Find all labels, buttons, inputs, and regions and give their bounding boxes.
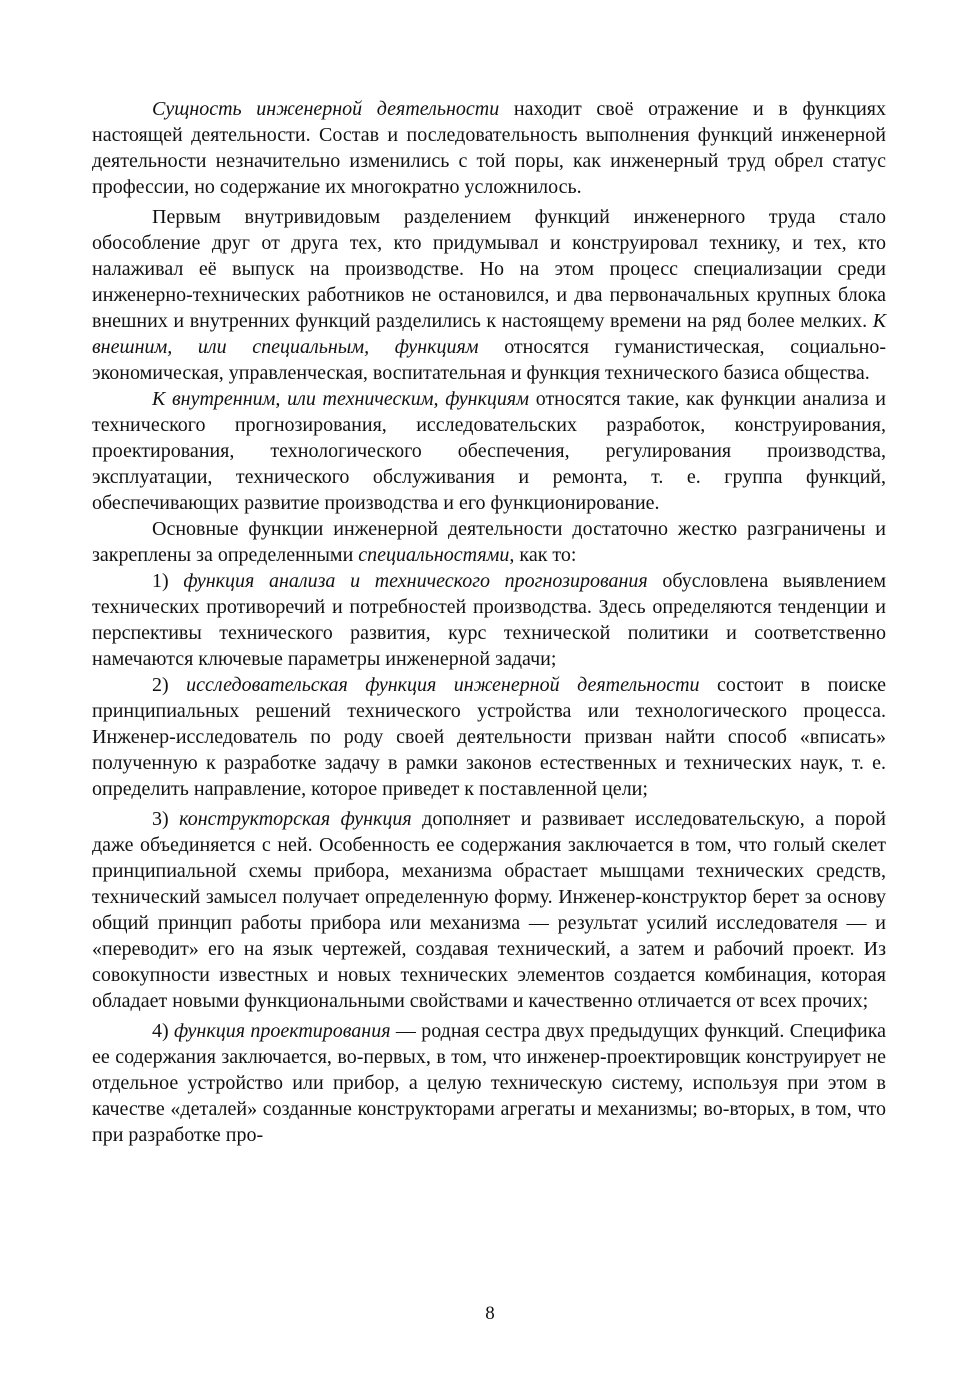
segment-text: состоит в поиске принципиальных решений технического устройства или технологического процесса. Инженер-исследователь по роду своей деятельности призван найти способ «вписать» полученную к разработке задачу в рамки законов естественных и технических наук, т. е. определить направление, которое приведет к поставленной цели;: [92, 674, 886, 800]
page-number: 8: [485, 1303, 495, 1324]
list-number: 4): [152, 1020, 175, 1042]
segment-text: Первым внутривидовым разделением функций инженерного труда стало обособление друг от друга тех, кто придумывал и конструировал технику, и тех, кто налаживал её выпуск на производстве. Но на этом процесс специализации среди инженерно-технических работников не остановился, и два первоначальных крупных блока внешних и внутренних функций разделились к настоящему времени на ряд более мелких.: [92, 206, 886, 332]
segment-text: дополняет и развивает исследовательскую, а порой даже объединяется с ней. Особенность ее содержания заключается в том, что голый скелет принципиальной схемы прибора, механизма обрастает мышцами технических средств, технический замысел получает определенную форму. Инженер-конструктор берет за основу общий принцип работы прибора или механизма — результат усилий исследователя — и «переводит» его на язык чертежей, создавая технический, а затем и рабочий проект. Из совокупности известных и новых технических элементов создается комбинация, которая обладает новыми функциональными свойствами и качественно отличается от всех прочих;: [92, 808, 886, 1012]
paragraph-essence: [92, 96, 886, 200]
segment-text: обусловлена выявлением технических противоречий и потребностей производства. Здесь определяются тенденции и перспективы технического развития, курс технической политики и соответственно намечаются ключевые параметры инженерной задачи;: [92, 570, 886, 670]
list-number: 3): [152, 808, 180, 830]
segment-text: , как то:: [509, 544, 577, 566]
list-number: 2): [152, 674, 187, 696]
list-item-research: [92, 672, 886, 802]
segment-text: относятся такие, как функции анализа и технического прогнозирования, исследовательских разработок, конструирования, проектирования, технологического обеспечения, регулирования производства, эксплуатации, технического обслуживания и ремонта, т. е. группа функций, обеспечивающих развитие производства и его функционирование.: [92, 388, 886, 514]
paragraph-main-functions: [92, 516, 886, 568]
segment-italic: функция проектирования: [174, 1020, 391, 1042]
list-number: 1): [152, 570, 184, 592]
paragraph-internal-functions: [92, 386, 886, 516]
segment-text: Основные функции инженерной деятельности достаточно жестко разграничены и закреплены за определенными: [92, 518, 886, 566]
list-item-projecting: [92, 1018, 886, 1148]
segment-italic: Сущность инженерной деятельности: [152, 98, 500, 120]
list-item-design: [92, 806, 886, 1014]
segment-text: находит своё отражение и в функциях настоящей деятельности. Состав и последовательность выполнения функций инженерной деятельности незначительно изменились с той поры, как инженерный труд обрел статус профессии, но содержание их многократно усложнилось.: [92, 98, 886, 198]
paragraph-division: [92, 204, 886, 386]
segment-italic: К внешним, или специальным, функциям: [92, 310, 886, 358]
segment-italic: функция анализа и технического прогнозирования: [183, 570, 648, 592]
list-item-analysis: [92, 568, 886, 672]
segment-text: — родная сестра двух предыдущих функций. Специфика ее содержания заключается, во-первых, в том, что инженер-проектировщик конструирует не отдельное устройство или прибор, а целую техническую систему, используя при этом в качестве «деталей» созданные конструкторами агрегаты и механизмы; во-вторых, в том, что при разработке про-: [92, 1020, 886, 1146]
segment-italic: конструкторская функция: [179, 808, 412, 830]
segment-text: относятся гуманистическая, социально-экономическая, управленческая, воспитательная и функция технического базиса общества.: [92, 336, 886, 384]
page-body: [92, 96, 886, 1148]
segment-italic: специальностями: [358, 544, 510, 566]
segment-italic: исследовательская функция инженерной деятельности: [186, 674, 700, 696]
segment-italic: К внутренним, или техническим, функциям: [152, 388, 529, 410]
